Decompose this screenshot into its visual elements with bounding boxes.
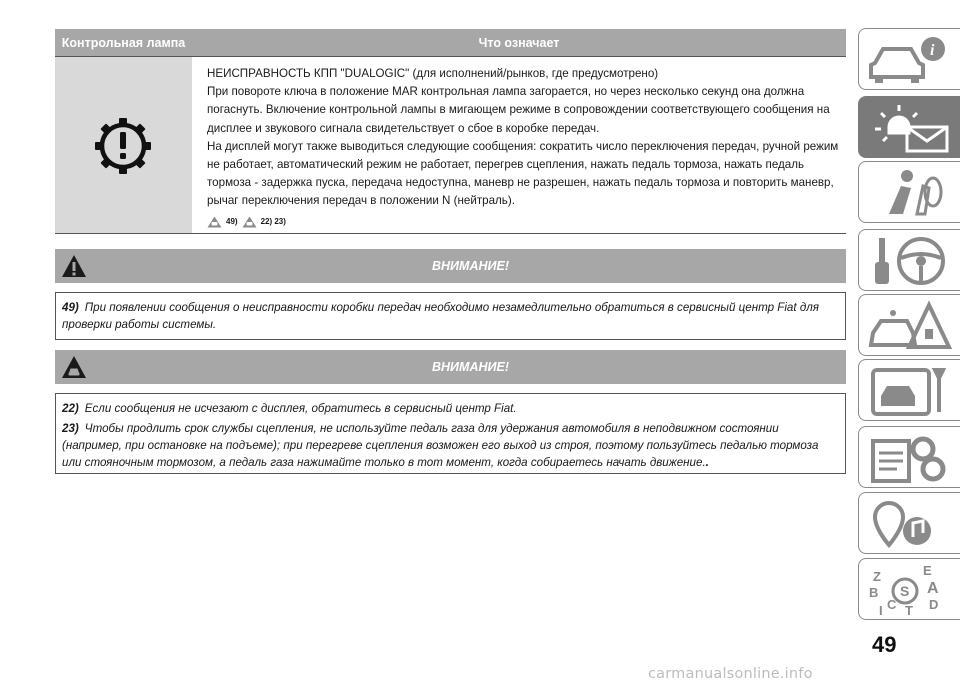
tab-specifications[interactable] [858, 426, 960, 488]
warning-lights-icon [867, 101, 953, 155]
index-letter: C [887, 597, 897, 612]
tab-multimedia[interactable] [858, 492, 960, 554]
table-bottom-rule [55, 233, 846, 234]
tab-service[interactable] [858, 359, 960, 421]
caution-note-item [62, 420, 839, 471]
car-emergency-icon [867, 299, 953, 353]
caution-ref-icon [242, 216, 257, 228]
note-number: 22) [62, 402, 79, 415]
index-letter: A [927, 580, 939, 597]
page-number: 49 [872, 632, 897, 657]
index-letter: T [905, 603, 913, 618]
end-mark: . [705, 456, 709, 469]
description-paragraph-1: При повороте ключа в положение MAR контрольная лампа загорается, но через несколько секунд она должна погаснуть. Включение контрольной лампы в мигающем режиме в сопровождении соответствующего сообщения на дисплее и звукового сигнала свидетельствует о сбое в коробке передач. [207, 85, 830, 135]
index-letter: D [929, 597, 939, 612]
lamp-cell [55, 57, 192, 233]
car-info-icon [867, 33, 953, 87]
table-row [55, 57, 846, 233]
caution-ref-link[interactable]: 22) 23) [260, 216, 286, 226]
warning-note [55, 292, 846, 340]
tab-index[interactable] [858, 558, 960, 620]
index-letter: I [879, 603, 883, 618]
note-text: Если сообщения не исчезают с дисплея, обратитесь в сервисный центр Fiat. [84, 402, 517, 415]
warning-title: ВНИМАНИЕ! [431, 259, 509, 273]
tab-steering[interactable] [858, 229, 960, 291]
warning-ref-icon [207, 216, 222, 228]
specifications-icon [867, 431, 953, 485]
steering-wheel-icon [867, 234, 953, 288]
gear-warning-icon [92, 115, 154, 177]
note-number: 23) [62, 422, 79, 435]
note-number: 49) [62, 301, 79, 314]
note-text: Чтобы продлить срок службы сцепления, не используйте педаль газа для удержания автомобиля в неподвижном состоянии (например, при остановке на подъеме); при перегреве сцепления возможен его выход из строя, поэтому пользуйтесь педалью тормоза или стояночным тормозом, а педаль газа нажимайте только в тот момент, когда собираетесь начать движение. [62, 422, 819, 469]
malfunction-title: НЕИСПРАВНОСТЬ КПП "DUALOGIC" (для исполнений/рынков, где предусмотрено) [207, 67, 659, 80]
caution-bar [55, 350, 846, 384]
description-cell [207, 65, 847, 231]
caution-title: ВНИМАНИЕ! [431, 360, 509, 374]
warning-note-item [62, 299, 839, 333]
index-letter: B [869, 585, 879, 600]
svg-text:i: i [930, 42, 935, 59]
index-letter: E [923, 563, 932, 578]
tab-airbag-seat[interactable] [858, 161, 960, 223]
warning-ref-link[interactable]: 49) [226, 216, 238, 226]
tab-car-info[interactable] [858, 28, 960, 90]
caution-note [55, 393, 846, 474]
car-service-icon [867, 364, 953, 418]
tab-warning-lights[interactable] [858, 96, 960, 158]
watermark: carmanualsonline.info [648, 666, 813, 682]
warning-bar [55, 249, 846, 283]
caution-note-item [62, 400, 839, 417]
multimedia-icon [867, 497, 953, 551]
cross-references [207, 213, 847, 231]
note-text: При появлении сообщения о неисправности коробки передач необходимо незамедлительно обратиться в сервисный центр Fiat для проверки работы системы. [62, 301, 819, 331]
header-lamp: Контрольная лампа [61, 35, 186, 50]
description-paragraph-2: На дисплей могут также выводиться следующие сообщения: сократить число переключения передач, ручной режим не работает, автоматический режим не работает, перегрев сцепления, нажать педаль тормоза, нажать педаль тормоза - задержка пуска, передача недоступна, маневр не разрешен, нажать педаль тормоза и повторить маневр, рычаг переключения передач в положении N (нейтраль). [207, 139, 839, 208]
header-meaning: Что означает [478, 35, 560, 50]
airbag-seat-icon [867, 166, 953, 220]
svg-text:S: S [900, 583, 910, 599]
table-header [55, 29, 846, 56]
tab-emergency[interactable] [858, 294, 960, 356]
index-icon [867, 563, 953, 619]
index-letter: Z [873, 569, 881, 584]
